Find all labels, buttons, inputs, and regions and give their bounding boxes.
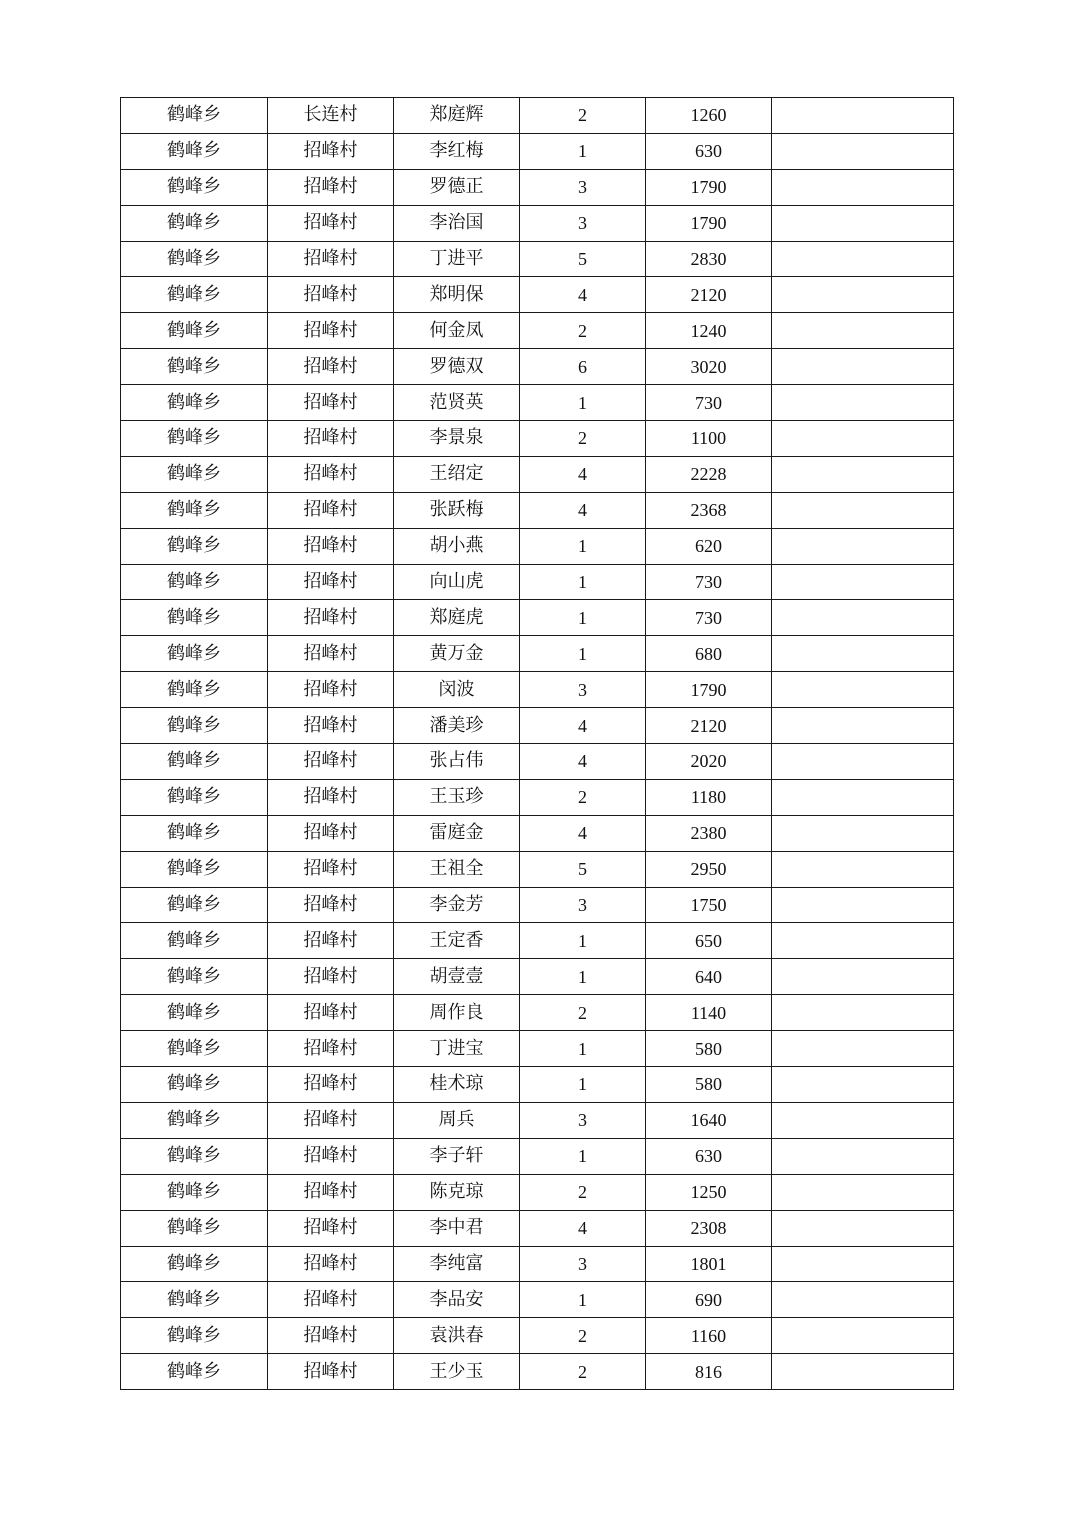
cell-remark [772, 779, 954, 815]
cell-name: 王少玉 [394, 1354, 520, 1390]
cell-amount: 1790 [646, 205, 772, 241]
cell-name: 胡小燕 [394, 528, 520, 564]
table-row [121, 1210, 954, 1246]
cell-village: 招峰村 [268, 1174, 394, 1210]
cell-count: 1 [520, 600, 646, 636]
cell-name: 范贤英 [394, 385, 520, 421]
cell-amount: 650 [646, 923, 772, 959]
cell-township: 鹤峰乡 [121, 456, 268, 492]
cell-count: 2 [520, 1354, 646, 1390]
cell-name: 丁进平 [394, 241, 520, 277]
cell-village: 招峰村 [268, 923, 394, 959]
cell-amount: 1750 [646, 887, 772, 923]
cell-amount: 2380 [646, 815, 772, 851]
cell-village: 招峰村 [268, 744, 394, 780]
cell-village: 招峰村 [268, 205, 394, 241]
cell-count: 2 [520, 1318, 646, 1354]
cell-village: 招峰村 [268, 564, 394, 600]
table-row [121, 492, 954, 528]
cell-amount: 1100 [646, 421, 772, 457]
cell-count: 1 [520, 1031, 646, 1067]
cell-village: 招峰村 [268, 456, 394, 492]
cell-name: 潘美珍 [394, 708, 520, 744]
cell-township: 鹤峰乡 [121, 1318, 268, 1354]
cell-village: 招峰村 [268, 169, 394, 205]
cell-township: 鹤峰乡 [121, 492, 268, 528]
cell-village: 招峰村 [268, 528, 394, 564]
cell-village: 招峰村 [268, 815, 394, 851]
cell-remark [772, 492, 954, 528]
cell-amount: 1260 [646, 98, 772, 134]
cell-township: 鹤峰乡 [121, 1282, 268, 1318]
cell-amount: 1250 [646, 1174, 772, 1210]
cell-remark [772, 1246, 954, 1282]
cell-name: 王绍定 [394, 456, 520, 492]
cell-count: 3 [520, 1246, 646, 1282]
table-row [121, 277, 954, 313]
cell-amount: 816 [646, 1354, 772, 1390]
cell-count: 3 [520, 1102, 646, 1138]
cell-township: 鹤峰乡 [121, 1354, 268, 1390]
cell-village: 招峰村 [268, 636, 394, 672]
cell-count: 1 [520, 564, 646, 600]
cell-name: 王玉珍 [394, 779, 520, 815]
cell-village: 长连村 [268, 98, 394, 134]
table-row [121, 1102, 954, 1138]
table-row [121, 779, 954, 815]
table-body [121, 98, 954, 1390]
cell-count: 4 [520, 815, 646, 851]
cell-amount: 640 [646, 959, 772, 995]
cell-amount: 580 [646, 1067, 772, 1103]
cell-name: 李子轩 [394, 1138, 520, 1174]
cell-township: 鹤峰乡 [121, 1138, 268, 1174]
cell-remark [772, 528, 954, 564]
cell-village: 招峰村 [268, 492, 394, 528]
cell-name: 雷庭金 [394, 815, 520, 851]
cell-remark [772, 98, 954, 134]
cell-count: 3 [520, 205, 646, 241]
cell-township: 鹤峰乡 [121, 1031, 268, 1067]
cell-village: 招峰村 [268, 1210, 394, 1246]
cell-remark [772, 672, 954, 708]
cell-township: 鹤峰乡 [121, 564, 268, 600]
cell-village: 招峰村 [268, 421, 394, 457]
cell-village: 招峰村 [268, 241, 394, 277]
cell-count: 6 [520, 349, 646, 385]
cell-count: 4 [520, 277, 646, 313]
cell-township: 鹤峰乡 [121, 1210, 268, 1246]
cell-village: 招峰村 [268, 133, 394, 169]
cell-remark [772, 959, 954, 995]
cell-count: 5 [520, 241, 646, 277]
cell-amount: 690 [646, 1282, 772, 1318]
cell-amount: 2228 [646, 456, 772, 492]
table-row [121, 1174, 954, 1210]
cell-name: 袁洪春 [394, 1318, 520, 1354]
cell-count: 4 [520, 708, 646, 744]
cell-township: 鹤峰乡 [121, 672, 268, 708]
cell-name: 王祖全 [394, 851, 520, 887]
cell-township: 鹤峰乡 [121, 385, 268, 421]
cell-remark [772, 815, 954, 851]
cell-name: 罗德正 [394, 169, 520, 205]
cell-remark [772, 1354, 954, 1390]
cell-township: 鹤峰乡 [121, 528, 268, 564]
cell-name: 郑庭虎 [394, 600, 520, 636]
table-row [121, 1138, 954, 1174]
cell-amount: 730 [646, 564, 772, 600]
cell-amount: 1790 [646, 672, 772, 708]
table-row [121, 815, 954, 851]
cell-village: 招峰村 [268, 1282, 394, 1318]
cell-township: 鹤峰乡 [121, 133, 268, 169]
cell-remark [772, 995, 954, 1031]
cell-count: 1 [520, 133, 646, 169]
cell-village: 招峰村 [268, 995, 394, 1031]
cell-amount: 580 [646, 1031, 772, 1067]
cell-remark [772, 241, 954, 277]
table-row [121, 708, 954, 744]
cell-township: 鹤峰乡 [121, 851, 268, 887]
cell-amount: 2830 [646, 241, 772, 277]
cell-township: 鹤峰乡 [121, 169, 268, 205]
cell-count: 4 [520, 456, 646, 492]
cell-township: 鹤峰乡 [121, 1067, 268, 1103]
cell-name: 周兵 [394, 1102, 520, 1138]
cell-remark [772, 1174, 954, 1210]
cell-amount: 2120 [646, 277, 772, 313]
cell-name: 丁进宝 [394, 1031, 520, 1067]
cell-township: 鹤峰乡 [121, 995, 268, 1031]
table-row [121, 564, 954, 600]
cell-amount: 1640 [646, 1102, 772, 1138]
cell-village: 招峰村 [268, 1354, 394, 1390]
cell-remark [772, 1138, 954, 1174]
cell-remark [772, 277, 954, 313]
cell-remark [772, 385, 954, 421]
cell-township: 鹤峰乡 [121, 1174, 268, 1210]
cell-count: 1 [520, 959, 646, 995]
cell-remark [772, 1102, 954, 1138]
cell-name: 李金芳 [394, 887, 520, 923]
cell-township: 鹤峰乡 [121, 779, 268, 815]
cell-village: 招峰村 [268, 779, 394, 815]
cell-name: 郑庭辉 [394, 98, 520, 134]
cell-name: 桂术琼 [394, 1067, 520, 1103]
cell-remark [772, 1318, 954, 1354]
cell-name: 胡壹壹 [394, 959, 520, 995]
cell-remark [772, 708, 954, 744]
cell-count: 1 [520, 636, 646, 672]
cell-name: 张跃梅 [394, 492, 520, 528]
cell-township: 鹤峰乡 [121, 600, 268, 636]
cell-remark [772, 1031, 954, 1067]
cell-village: 招峰村 [268, 708, 394, 744]
cell-township: 鹤峰乡 [121, 313, 268, 349]
cell-amount: 620 [646, 528, 772, 564]
cell-village: 招峰村 [268, 672, 394, 708]
cell-count: 1 [520, 1067, 646, 1103]
cell-remark [772, 349, 954, 385]
cell-amount: 1180 [646, 779, 772, 815]
cell-count: 2 [520, 1174, 646, 1210]
cell-name: 张占伟 [394, 744, 520, 780]
cell-count: 4 [520, 492, 646, 528]
cell-village: 招峰村 [268, 277, 394, 313]
cell-remark [772, 421, 954, 457]
cell-remark [772, 1282, 954, 1318]
cell-remark [772, 1210, 954, 1246]
cell-remark [772, 1067, 954, 1103]
cell-name: 李纯富 [394, 1246, 520, 1282]
cell-amount: 2020 [646, 744, 772, 780]
table-row [121, 169, 954, 205]
table-row [121, 1282, 954, 1318]
cell-township: 鹤峰乡 [121, 744, 268, 780]
data-table [120, 97, 954, 1390]
cell-township: 鹤峰乡 [121, 421, 268, 457]
cell-amount: 2950 [646, 851, 772, 887]
cell-amount: 2368 [646, 492, 772, 528]
table-row [121, 672, 954, 708]
cell-amount: 2120 [646, 708, 772, 744]
cell-remark [772, 133, 954, 169]
cell-township: 鹤峰乡 [121, 277, 268, 313]
cell-count: 1 [520, 1138, 646, 1174]
table-row [121, 959, 954, 995]
table-row [121, 1067, 954, 1103]
cell-remark [772, 600, 954, 636]
cell-township: 鹤峰乡 [121, 636, 268, 672]
table-row [121, 421, 954, 457]
cell-amount: 730 [646, 600, 772, 636]
cell-count: 1 [520, 385, 646, 421]
cell-amount: 1140 [646, 995, 772, 1031]
cell-count: 2 [520, 313, 646, 349]
table-row [121, 133, 954, 169]
cell-township: 鹤峰乡 [121, 887, 268, 923]
cell-count: 1 [520, 1282, 646, 1318]
table-row [121, 98, 954, 134]
cell-township: 鹤峰乡 [121, 815, 268, 851]
cell-count: 4 [520, 1210, 646, 1246]
cell-name: 何金凤 [394, 313, 520, 349]
cell-amount: 630 [646, 1138, 772, 1174]
cell-village: 招峰村 [268, 1067, 394, 1103]
cell-remark [772, 456, 954, 492]
cell-count: 3 [520, 887, 646, 923]
table-row [121, 1246, 954, 1282]
cell-remark [772, 744, 954, 780]
cell-township: 鹤峰乡 [121, 959, 268, 995]
cell-village: 招峰村 [268, 1031, 394, 1067]
cell-name: 王定香 [394, 923, 520, 959]
table-row [121, 923, 954, 959]
cell-amount: 730 [646, 385, 772, 421]
cell-name: 陈克琼 [394, 1174, 520, 1210]
cell-village: 招峰村 [268, 851, 394, 887]
cell-name: 闵波 [394, 672, 520, 708]
cell-village: 招峰村 [268, 349, 394, 385]
cell-township: 鹤峰乡 [121, 205, 268, 241]
cell-township: 鹤峰乡 [121, 241, 268, 277]
cell-name: 李中君 [394, 1210, 520, 1246]
cell-amount: 1240 [646, 313, 772, 349]
cell-village: 招峰村 [268, 313, 394, 349]
table-row [121, 744, 954, 780]
table-row [121, 241, 954, 277]
cell-amount: 680 [646, 636, 772, 672]
table-row [121, 456, 954, 492]
cell-village: 招峰村 [268, 385, 394, 421]
table-row [121, 205, 954, 241]
cell-count: 2 [520, 995, 646, 1031]
cell-remark [772, 887, 954, 923]
table-row [121, 887, 954, 923]
cell-village: 招峰村 [268, 1102, 394, 1138]
cell-remark [772, 564, 954, 600]
table-row [121, 528, 954, 564]
cell-village: 招峰村 [268, 1138, 394, 1174]
cell-name: 周作良 [394, 995, 520, 1031]
cell-township: 鹤峰乡 [121, 349, 268, 385]
cell-remark [772, 169, 954, 205]
cell-village: 招峰村 [268, 600, 394, 636]
cell-count: 1 [520, 528, 646, 564]
table-row [121, 636, 954, 672]
cell-name: 李红梅 [394, 133, 520, 169]
cell-count: 2 [520, 779, 646, 815]
cell-township: 鹤峰乡 [121, 708, 268, 744]
cell-remark [772, 851, 954, 887]
cell-name: 李治国 [394, 205, 520, 241]
cell-count: 2 [520, 98, 646, 134]
cell-name: 向山虎 [394, 564, 520, 600]
cell-village: 招峰村 [268, 1246, 394, 1282]
table-row [121, 349, 954, 385]
cell-remark [772, 313, 954, 349]
cell-remark [772, 923, 954, 959]
table-row [121, 600, 954, 636]
cell-count: 5 [520, 851, 646, 887]
cell-township: 鹤峰乡 [121, 1246, 268, 1282]
cell-count: 3 [520, 169, 646, 205]
cell-amount: 3020 [646, 349, 772, 385]
cell-name: 罗德双 [394, 349, 520, 385]
cell-township: 鹤峰乡 [121, 98, 268, 134]
table-row [121, 1031, 954, 1067]
table-row [121, 1318, 954, 1354]
cell-village: 招峰村 [268, 959, 394, 995]
table-row [121, 385, 954, 421]
cell-name: 郑明保 [394, 277, 520, 313]
cell-amount: 1790 [646, 169, 772, 205]
cell-name: 李品安 [394, 1282, 520, 1318]
cell-count: 1 [520, 923, 646, 959]
cell-count: 2 [520, 421, 646, 457]
table-row [121, 313, 954, 349]
cell-amount: 1160 [646, 1318, 772, 1354]
cell-amount: 2308 [646, 1210, 772, 1246]
cell-count: 3 [520, 672, 646, 708]
cell-village: 招峰村 [268, 1318, 394, 1354]
cell-count: 4 [520, 744, 646, 780]
cell-village: 招峰村 [268, 887, 394, 923]
cell-amount: 1801 [646, 1246, 772, 1282]
cell-amount: 630 [646, 133, 772, 169]
table-row [121, 1354, 954, 1390]
cell-remark [772, 205, 954, 241]
cell-township: 鹤峰乡 [121, 923, 268, 959]
table-row [121, 851, 954, 887]
cell-name: 黄万金 [394, 636, 520, 672]
cell-remark [772, 636, 954, 672]
cell-name: 李景泉 [394, 421, 520, 457]
cell-township: 鹤峰乡 [121, 1102, 268, 1138]
table-row [121, 995, 954, 1031]
